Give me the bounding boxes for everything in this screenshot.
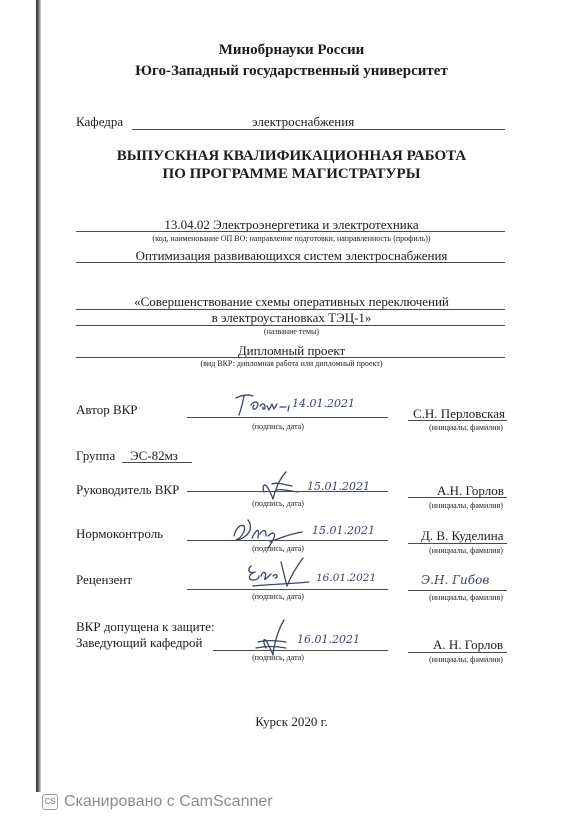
- camscanner-watermark: Сканировано с CamScanner: [64, 793, 273, 810]
- reviewer-name: Э.Н. Гибов: [421, 573, 490, 587]
- reviewer-role: Рецензент: [76, 572, 133, 587]
- reviewer-name-line: [408, 590, 507, 591]
- author-date: 14.01.2021: [292, 397, 355, 410]
- department-underline: [132, 129, 505, 130]
- supervisor-signature: [256, 470, 302, 502]
- norm-control-name-line: [408, 543, 507, 544]
- supervisor-sign-line: [187, 491, 388, 492]
- city-year: Курск 2020 г.: [255, 714, 328, 729]
- reviewer-date: 16.01.2021: [316, 572, 377, 584]
- head-name-caption: (инициалы, фамилия): [429, 655, 503, 664]
- supervisor-name-caption: (инициалы, фамилия): [429, 501, 503, 510]
- ministry-title: Минобрнауки России: [218, 42, 365, 58]
- reviewer-name-caption: (инициалы, фамилия): [429, 593, 503, 602]
- author-signature: [232, 392, 294, 418]
- head-role: Заведующий кафедрой: [76, 635, 203, 650]
- topic-line2: в электроустановках ТЭЦ-1»: [211, 310, 372, 325]
- head-sign-caption: (подпись, дата): [252, 653, 304, 662]
- supervisor-sign-caption: (подпись, дата): [252, 499, 304, 508]
- head-date: 16.01.2021: [297, 633, 360, 646]
- work-type-caption: (вид ВКР: дипломная работа или дипломный проект): [200, 359, 383, 368]
- head-name: А. Н. Горлов: [433, 637, 504, 652]
- supervisor-name: А.Н. Горлов: [437, 483, 504, 498]
- department-value: электроснабжения: [252, 114, 355, 129]
- topic-line1: «Совершенствование схемы оперативных переключений: [134, 294, 449, 309]
- supervisor-name-line: [408, 497, 507, 498]
- author-sign-line: [187, 417, 388, 418]
- profile-underline: [76, 262, 505, 263]
- reviewer-sign-caption: (подпись, дата): [252, 592, 304, 601]
- norm-control-sign-caption: (подпись, дата): [252, 544, 304, 553]
- author-sign-caption: (подпись, дата): [252, 422, 304, 431]
- university-title: Юго-Западный государственный университет: [135, 63, 448, 79]
- supervisor-role: Руководитель ВКР: [76, 482, 180, 497]
- author-name-caption: (инициалы, фамилия): [429, 423, 503, 432]
- scan-edge: [36, 0, 41, 792]
- group-value: ЭС-82мз: [130, 448, 178, 463]
- camscanner-logo-icon: CS: [42, 794, 58, 810]
- topic-underline-2: [76, 325, 505, 326]
- norm-control-name-caption: (инициалы, фамилия): [429, 546, 503, 555]
- work-title-line2: ПО ПРОГРАММЕ МАГИСТРАТУРЫ: [162, 166, 421, 182]
- program-underline: [76, 231, 505, 232]
- work-type-underline: [76, 357, 505, 358]
- norm-control-sign-line: [187, 540, 388, 541]
- profile-value: Оптимизация развивающихся систем электроснабжения: [135, 248, 448, 263]
- group-underline: [122, 462, 192, 463]
- work-title-line1: ВЫПУСКНАЯ КВАЛИФИКАЦИОННАЯ РАБОТА: [116, 148, 467, 164]
- topic-caption: (название темы): [263, 327, 320, 336]
- head-sign-line: [213, 650, 388, 651]
- group-label: Группа: [76, 448, 116, 463]
- author-name: С.Н. Перловская: [413, 406, 505, 421]
- supervisor-date: 15.01.2021: [307, 480, 370, 493]
- norm-control-role: Нормоконтроль: [76, 526, 164, 541]
- norm-control-date: 15.01.2021: [312, 524, 375, 537]
- program-value: 13.04.02 Электроэнергетика и электротехника: [164, 217, 419, 232]
- admission-label: ВКР допущена к защите:: [76, 619, 215, 634]
- author-role: Автор ВКР: [76, 402, 138, 417]
- reviewer-sign-line: [187, 589, 388, 590]
- program-caption: (код, наименование ОП ВО: направление подготовки, направленность (профиль)): [152, 234, 431, 243]
- author-name-line: [408, 420, 507, 421]
- department-label: Кафедра: [76, 114, 124, 129]
- work-type-value: Дипломный проект: [237, 343, 346, 358]
- norm-control-name: Д. В. Куделина: [421, 528, 504, 543]
- head-name-line: [408, 652, 507, 653]
- head-signature: [252, 618, 288, 658]
